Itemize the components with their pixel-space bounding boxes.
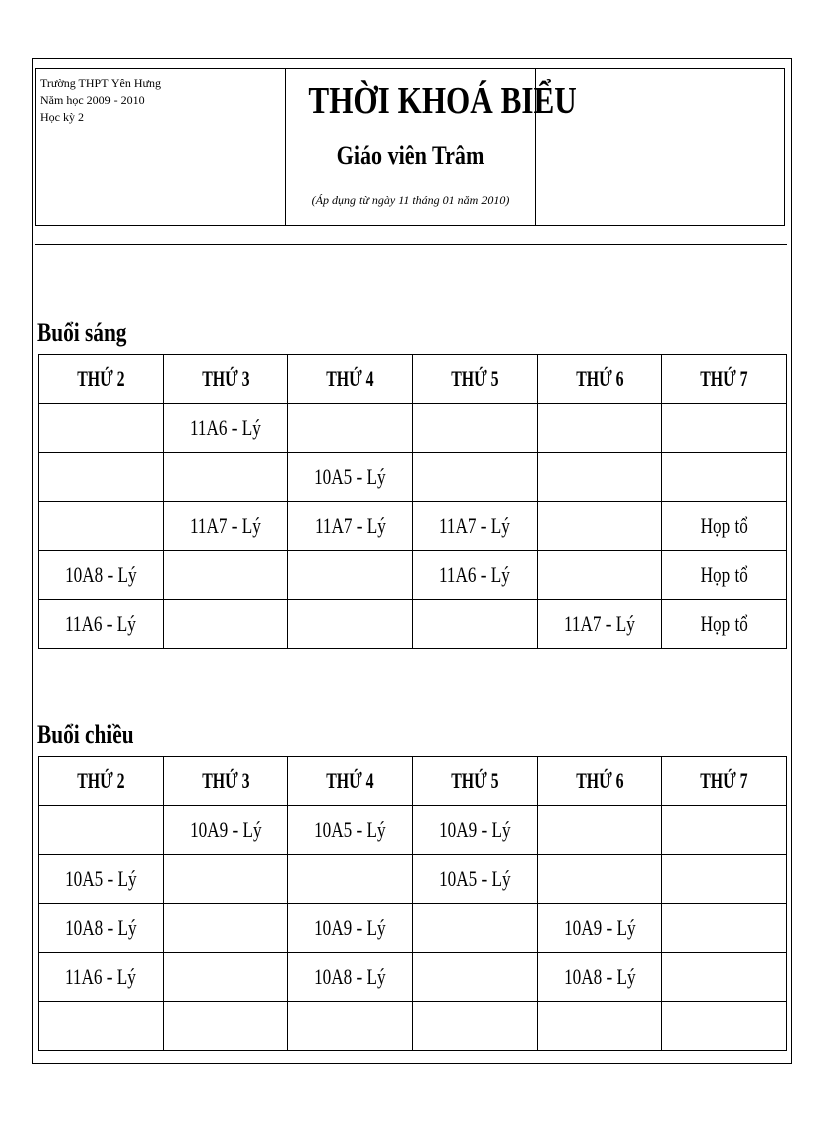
lesson-cell: Họp tổ	[662, 600, 787, 649]
lesson-cell	[537, 551, 662, 600]
period-row	[39, 600, 787, 649]
lesson-cell	[537, 404, 662, 453]
lesson-cell: 11A6 - Lý	[412, 551, 537, 600]
period-row	[39, 1002, 787, 1051]
lesson-cell	[39, 502, 164, 551]
day-header: THỨ 2	[39, 757, 164, 806]
lesson-cell	[537, 453, 662, 502]
lesson-cell	[412, 1002, 537, 1051]
lesson-cell	[662, 806, 787, 855]
lesson-cell: 11A7 - Lý	[537, 600, 662, 649]
lesson-cell: 10A8 - Lý	[537, 953, 662, 1002]
lesson-cell	[163, 551, 288, 600]
lesson-cell	[163, 904, 288, 953]
morning-timetable	[38, 354, 787, 649]
divider	[35, 244, 787, 245]
lesson-cell	[163, 855, 288, 904]
period-row	[39, 953, 787, 1002]
lesson-cell	[662, 953, 787, 1002]
teacher-name: Giáo viên Trâm	[336, 141, 485, 170]
lesson-cell	[163, 953, 288, 1002]
lesson-cell	[537, 1002, 662, 1051]
morning-title: Buổi sáng	[37, 318, 127, 347]
day-header: THỨ 6	[537, 757, 662, 806]
lesson-cell	[662, 855, 787, 904]
day-header: THỨ 3	[163, 355, 288, 404]
lesson-cell	[537, 855, 662, 904]
lesson-cell: 11A6 - Lý	[39, 953, 164, 1002]
period-row	[39, 502, 787, 551]
school-name: Trường THPT Yên Hưng	[40, 76, 162, 90]
lesson-cell	[39, 404, 164, 453]
period-row	[39, 404, 787, 453]
lesson-cell: 10A9 - Lý	[163, 806, 288, 855]
lesson-cell	[39, 806, 164, 855]
semester: Học kỳ 2	[40, 110, 84, 124]
header-row	[39, 355, 787, 404]
lesson-cell	[163, 1002, 288, 1051]
lesson-cell	[412, 953, 537, 1002]
period-row	[39, 904, 787, 953]
lesson-cell	[412, 600, 537, 649]
lesson-cell: 11A6 - Lý	[163, 404, 288, 453]
day-header: THỨ 4	[288, 757, 413, 806]
lesson-cell: 10A5 - Lý	[288, 453, 413, 502]
lesson-cell: 10A9 - Lý	[412, 806, 537, 855]
lesson-cell: 10A8 - Lý	[288, 953, 413, 1002]
lesson-cell	[288, 1002, 413, 1051]
day-header: THỨ 2	[39, 355, 164, 404]
lesson-cell	[288, 600, 413, 649]
lesson-cell: 10A8 - Lý	[39, 551, 164, 600]
day-header: THỨ 5	[412, 355, 537, 404]
lesson-cell	[288, 551, 413, 600]
lesson-cell: 11A7 - Lý	[412, 502, 537, 551]
school-info	[36, 69, 286, 225]
day-header: THỨ 7	[662, 355, 787, 404]
period-row	[39, 855, 787, 904]
lesson-cell	[662, 404, 787, 453]
lesson-cell: 10A5 - Lý	[39, 855, 164, 904]
apply-date: (Áp dụng từ ngày 11 tháng 01 năm 2010)	[311, 193, 510, 207]
period-row	[39, 551, 787, 600]
header-row	[39, 757, 787, 806]
school-year: Năm học 2009 - 2010	[40, 93, 145, 107]
lesson-cell	[412, 453, 537, 502]
day-header: THỨ 4	[288, 355, 413, 404]
day-header: THỨ 5	[412, 757, 537, 806]
afternoon-title: Buổi chiều	[37, 720, 134, 749]
lesson-cell	[163, 600, 288, 649]
day-header: THỨ 3	[163, 757, 288, 806]
document-title: THỜI KHOÁ BIỂU	[308, 80, 577, 122]
lesson-cell	[412, 904, 537, 953]
day-header: THỨ 6	[537, 355, 662, 404]
lesson-cell: 11A7 - Lý	[163, 502, 288, 551]
lesson-cell: 10A5 - Lý	[288, 806, 413, 855]
day-header: THỨ 7	[662, 757, 787, 806]
lesson-cell: 11A6 - Lý	[39, 600, 164, 649]
lesson-cell	[662, 1002, 787, 1051]
lesson-cell: 10A8 - Lý	[39, 904, 164, 953]
period-row	[39, 806, 787, 855]
lesson-cell	[288, 404, 413, 453]
lesson-cell	[412, 404, 537, 453]
lesson-cell: 11A7 - Lý	[288, 502, 413, 551]
lesson-cell	[662, 453, 787, 502]
lesson-cell	[537, 806, 662, 855]
lesson-cell	[662, 904, 787, 953]
lesson-cell: Họp tổ	[662, 502, 787, 551]
lesson-cell: 10A5 - Lý	[412, 855, 537, 904]
lesson-cell	[537, 502, 662, 551]
lesson-cell	[163, 453, 288, 502]
lesson-cell	[39, 1002, 164, 1051]
lesson-cell: 10A9 - Lý	[537, 904, 662, 953]
title-block	[286, 69, 577, 225]
header-box	[35, 68, 785, 226]
lesson-cell	[39, 453, 164, 502]
lesson-cell: Họp tổ	[662, 551, 787, 600]
period-row	[39, 453, 787, 502]
lesson-cell	[288, 855, 413, 904]
afternoon-timetable	[38, 756, 787, 1051]
lesson-cell: 10A9 - Lý	[288, 904, 413, 953]
